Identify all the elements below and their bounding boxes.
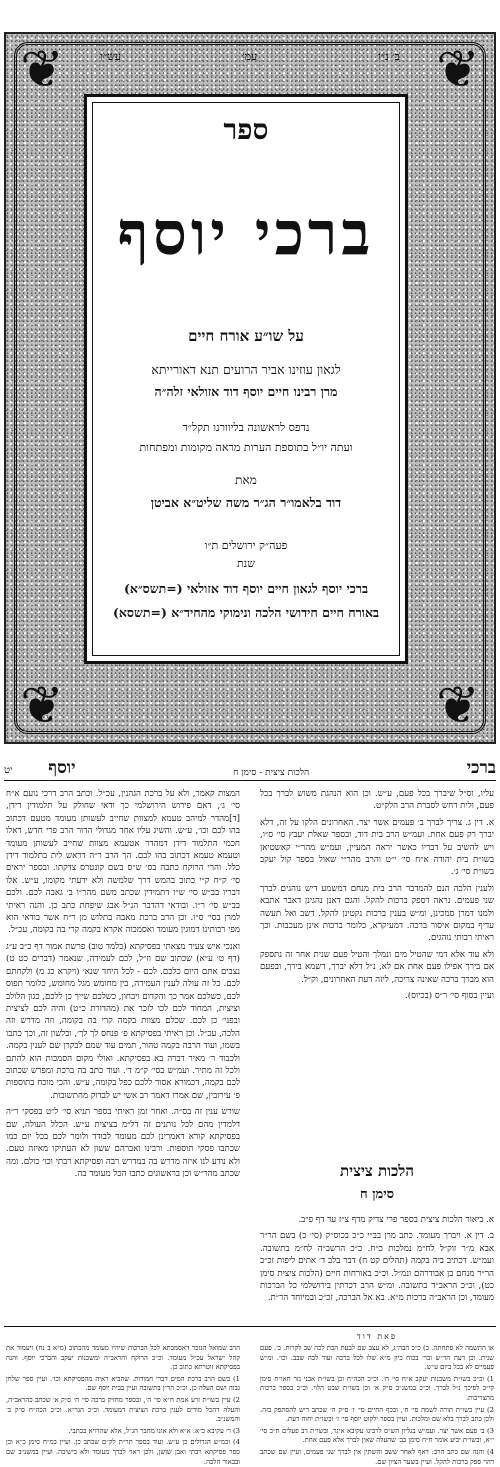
author-praise-line: לגאון עוזינו אביר הרועים תנא דאורייתא	[151, 362, 341, 377]
approbation-line	[100, 50, 400, 66]
paragraph: ועיין בסוף סי׳ ר״ס (בכיוס).	[405, 991, 494, 1002]
paragraph: ואנכי איש צעיר מצאתי בפסיקתא (כלמד טוב) פרשת אמור דף כ״ב ע״ג (דף ט׳ ע״א) שכתוב שם וז״ל, לכם לעמידה, שנאמר (דברים כט ט) נצבים אתם היום כלכם. לכם - לכל היחד שנא׳ (ויקרא כג מ) ולקחתם לכם. כל זה עולה לענין העמידה, בין מחומש מגל מחומש, כלומר תפוס לכם, כשלכם אמר כך והקדום ויבחון, כשלכם שייך כן ללכם, כגון הלולב וציצית, המחוד לכם לכו לזכר את (מהדורת כ״ט) והיה לכם לציצית ובפני׳ כן לכם. שכלם מצוות בקמה קרי בה בקומה, וזה מדרש וזה הלכה, עכ״ל. וכן ראיתי בפסיקתא פ׳ פנחס לך לך׳, ובלשון זה, וכך כתבו בשמו, ועוד הרבה בקמה טהור, תמים עוד שמם לבקרן שם לענין בקמה. ולכבוד ר׳ מאיר דברה בא בפסיקתא. ואולי מקום הסמכות הוא להתם ולכל זה מתיר. ועמ״ש בסי׳ ק״מ ד׳. ועוד כתב בה ברכת ומפרש שכתוב לכם בקמה, דכמורא אסור ללכם כפל בקומה, ע״ש. והכי מוכח בתוספות פ׳ עירובין, שם אמרו דאמר רב אשי יש לבדוק מהתשובות.	[6, 941, 240, 1101]
running-head-right-title: ברכי	[466, 758, 496, 778]
footnote: 3) ב׳ פעם אשר יצר. ועמ״ש בגליון הש״ס לרבינו עקיבא איגר, ובשו״ת רב פעלים ח״ב סי׳ י״א, ובשו״ת יביע אומר ח״ח סימן כב׳ שהעלה שאין לברך אלא פעם אחת.	[260, 1426, 494, 1445]
approbation-1: ב׳ נ״ו	[378, 50, 400, 63]
footnote: 2) עיין בשו״ת תורה לשמה סי׳ ח׳, ובכף החיים סי׳ ז׳ ס״ק ה׳ שכתב דיש להסתפק בזה. ולכן כתב לברך בלא שם ומלכות. ועיין בספר ילקוט יוסף סי׳ ז׳ ובשו״ת יחוה דעת.	[260, 1405, 494, 1424]
footnote: 1) בשם הרב ברכת המים דברי חמודות. שהביא ראיה מהפסיקתא וכו׳. ועיין ספר שלחן גבוה ושם העלה כן. וכ״כ הר״ן בתשובה ועיין בבית יוסף שם.	[6, 1374, 240, 1393]
siman-title: סימן ח	[359, 1187, 395, 1202]
book-title: ברכי יוסף	[117, 199, 375, 269]
corner-ornament-icon: ❦	[436, 676, 480, 736]
right-column-bottom	[260, 1214, 494, 1312]
paragraph: ולענין הלכה הנם להמדבר הרב בית מנחם דמשמע דיש נוהגים לברך שני פעמים. נראה דספק ברכות להקל. והגם דאנן נהגינן דאבר אתבא ולמנו דמרן סמכינן, ומ״ש בענין ברכות נקטינן להקל. דשב ואל תעשה עדיף במקום איסור ברכה. דמעיקרא, כלומר ברכות אינן מעכבות. וכך ראיתי רבותי נוהגים.	[260, 883, 494, 944]
running-head-left-group	[4, 758, 76, 778]
text-page	[0, 752, 500, 1464]
publication-city: פעה״ק ירושלים ת״ו	[204, 539, 288, 552]
footnote: 2) עיין בשו״ת זרע אמת ח״א סי׳ ה׳, ובספר מחזיק ברכה סי׳ ח׳ ס״ק א׳ שכתב כהראב״ה, והעלה דהכל מודים לענין ברכת הציצית דמעומד. וכ״כ הגר״א. וכ״כ הכה״ח ס״ק ב׳ והמשנ״ב.	[6, 1395, 240, 1424]
footnote-divider	[4, 1326, 496, 1327]
paragraph: ולא עוד אלא דמי שהטיל מים ונמלך והטיל פעם שנית אחר זה נתספק אם בירך אפילו פעם אחת אם לא, נ״ל דלא יברך, דשמא בירך, ובפעם הוא מברך ברכה שאינה צריכה, ליזה דעת האחרונים, וק״ל.	[260, 949, 494, 985]
paragraph: א. ביאור הלכות ציצית בספר פרי צדיק מדף צ״ז עד דף פ״ב.	[298, 1215, 494, 1225]
footnotes-right	[260, 1344, 494, 1466]
paragraph: שורש ענין זה בס״ה. ואחר זמן ראיתי בספר תניא סי׳ ל״ט בפסקי ר״ה דלמדין מהם לכל נותנים זה דל״מ בציצית ע״ש. הכלל העולה, שם בפסיקתא קורא דאמרינן לכם מעומד לבודד ולומר לכם בכל יום כמו שכתבו פסקי תוספות. ורבינו ואברהם ששון לא העתיקו מאיזה טעם. ולא נודע לנו איזה מדרש בה במדרש רבה ופסיקתא רבתי וכו׳ כולם. ומה שכתב מהר״ש וכן בראשונים כתבו הכל מעומד בה.	[6, 1107, 240, 1180]
left-column	[6, 788, 240, 1208]
paragraph: עליו, וס״ל שיברך בכל פעם, ע״ש. וכן הוא הנהגת משוש לברך בכל פעם, ולית דחש לסברת הרב הלק״ט.	[260, 789, 494, 812]
footnote: 4) והנה שם כתב הרב: דאף לאחר ששב והשתין אין לברך שני פעמים, ועיין שם שכתב דהוי ספק ברכות להקל. ועיין בשער הציון שם.	[260, 1447, 494, 1466]
print-history-line: נדפס לראשונה בליוורנו תקל״ד	[182, 421, 310, 434]
running-head-section: הלכות ציצית - סימן ח	[233, 768, 310, 778]
year-chronogram-1: ברכי יוסף לגאון חיים יוסף דוד אזולאי (=תשס״א)	[123, 581, 369, 596]
footnote: הרב שמואל הנזכר דאסמכתא לכל הברכות שיהיו מעומד מהכתוב (מ״א ב נח) ויעמוד את קהל ישראל עכ״ל מעומד. וכ״כ הרוקח והראב״ה ומשכנות יעקב והברכי יוסף. והנה בפסיקתא זוטרתא כתוב כן.	[6, 1344, 240, 1372]
corner-ornament-icon: ❦	[20, 40, 64, 100]
paragraph: א. דין ג. צריך לברך ב׳ פעמים אשר יצר. האחרונים הלקו על זה, דלא יברך רק פעם אחת. ועמ״ש הרב בית דוד, ובספר שאלת יעבץ סי׳ ס״ו, ויש להשיב על דבריו כאשר יראה המעיין, ועמ״ש מהר״י קאשטיאן בשו״ת בית יהודה א״ח סי׳ י״ט והרב מהר״י שאול בספר קול יעקב בשו״ת סי׳ ג׳.	[260, 817, 494, 878]
section-title: הלכות ציצית	[340, 1162, 414, 1180]
author-name-line: מרן רבינו חיים יוסף דוד אזולאי זלה״ה	[154, 384, 338, 399]
edition-note-line: ועתה יו״ל בתוספת הערות מראה מקומות ומפתחות	[139, 441, 353, 454]
by-label: מאת	[235, 473, 257, 487]
approbation-2: עמ׳	[241, 50, 258, 63]
corner-ornament-icon: ❦	[20, 676, 64, 736]
footnote: 4) וכמ״ש הגדולים כן ע״ש. ועוד בספר תר״ת לק״ם שכתב כן. ועיין במ״ח סימן כ״א וכן ספר פסיקתא רבתי ואבן שושן, ולכן ראוי לברך מעומד ולא בישיבה. ועיין במשנ״ב שם ובבאור הלכה.	[6, 1438, 240, 1466]
book-subtitle: על שו״ע אורח חיים	[188, 327, 304, 345]
right-column-top	[260, 788, 494, 1146]
paragraph: ב. דין א. ויברך מעומד. כתב מרן בב״י כ״כ בכוס״ק (סי׳ כ) בשם הר״ר אבא מ״ר זוק״ל לח״מ נמלכות כ״ח. כ״כ הרשב״ה לח״מ בתשובה. ועמ״ש. דכתיב ביה בקמה (תהלים קט ח) דבר בלב ד׳ אתים ליפות זכ״ב הר״ר מנחם בן אבודרהם ונמ״ל. וכ״כ באורחות חיים (הלכות ציצית סימן כט), וכ״כ הראב״ד בתשובה. ומ״ש הרב דכרתין בירושלמי כל הברכות מעומד, וכן הראב״ה ברכות מ״א. בא אל הברכה, זכ״כ ובמיוחד הר״ת.	[260, 1231, 494, 1304]
year-chronogram-2: באורח חיים חידושי הלכה ונימוקי מהחיד״א (=תשסא)	[112, 605, 380, 620]
footnote-section-label: פאת דוד	[356, 1332, 398, 1341]
footnotes-left	[6, 1344, 240, 1466]
approbation-3: עש״ו	[100, 50, 122, 63]
title-panel-inner-border	[92, 102, 400, 656]
corner-ornament-icon: ❦	[436, 40, 480, 100]
page-number: יט	[4, 765, 13, 776]
sefer-label: ספר	[223, 113, 269, 146]
footnote: או התשמה לא פתחתה. ב) כ״כ הבה״ג, לא עצב שם לבעת הבת לכה שב לקרות. ב׳. פעם שנית. וכן דעת הר״ש ובר׳ בכוח כיון מ״א שלו לכל ברכה ועוד לכה שבב. וכו׳. ומ״ש פעמיים לא בכל ביום ע״ש.	[260, 1344, 494, 1372]
paragraph: המצות קאמר, ולא על ברכת הגהנין, עכ״ל. וכתב הרב דרכי נועם א״ח סי׳ ג׳, דאם פירוש הירושלמי כך ודאי שחולק על תלמודין דידן, [ד]מהדר למיהב טעמא למצוות שחייב לעשותן מעומד מטעם דכתוב בהו לכם וכו׳, ע״ש. והשיג עליו אחד מגדולי הדור הרב פרי חדש, דאלו חכמי התלמוד דידן דמהדר אטעמא מצוות שחייב לעשותן מעומד וטעמא טעמא דכתוב בהו לכם. הך הרב ר״ה דראש לית בתלמוד דידן כלל. והרי הרוקח כתבה בס׳ ש״ס בשם קונטרס צדקתו. ובספר יראים סי׳ ק״ח ק״י כתוב בהמש דרך שלמשה ולא ידעתי מקומו, ע״ש. אלו דבריו בב״ש סי׳ ש״ו דתמידין שכתב משם מהר״ו ב׳ גאבה לכם. ולכם בב״ש סי׳ ר״ו. ובודאי דהדבר הנ״ל אבג שיפחת כתב כן. והנה ראיתי למרן בסי׳ ס״ו. וכן הרב ברכת מאבה בתלוש מן ר״ח אשר בודאי הוא מפי רבותינו דמוגין מעומד ואסמכוה אקרא בקמה קרי בה בקומה, עכ״ל.	[6, 789, 240, 936]
editor-name: דוד בלאמו״ר הג״ר משה שליט״א אביטן	[150, 495, 342, 510]
footnote: 1) וכ״כ בשו״ת משכנות יעקב א״ח סי׳ ח׳. וכ״כ הכה״ח וכן בשו״ת אבני נזר חאו״ח סימן קי״ב לפיכך נ״ל לברך. וכ״כ במשנ״ב ס״ק א׳ וכן בשו״ת שבט הלוי. וכ״כ בספר ברכות מהצריכות.	[260, 1374, 494, 1402]
title-panel	[84, 94, 408, 664]
footnote: 3) ר׳ עקיבא כ״א. א״א ולא אונו מחבר הג״ל, אלא שהרויא בכתבי.	[68, 1426, 240, 1435]
running-head-left-title: יוסף	[48, 758, 76, 778]
year-label: שנת	[236, 557, 256, 570]
running-head	[4, 756, 496, 781]
